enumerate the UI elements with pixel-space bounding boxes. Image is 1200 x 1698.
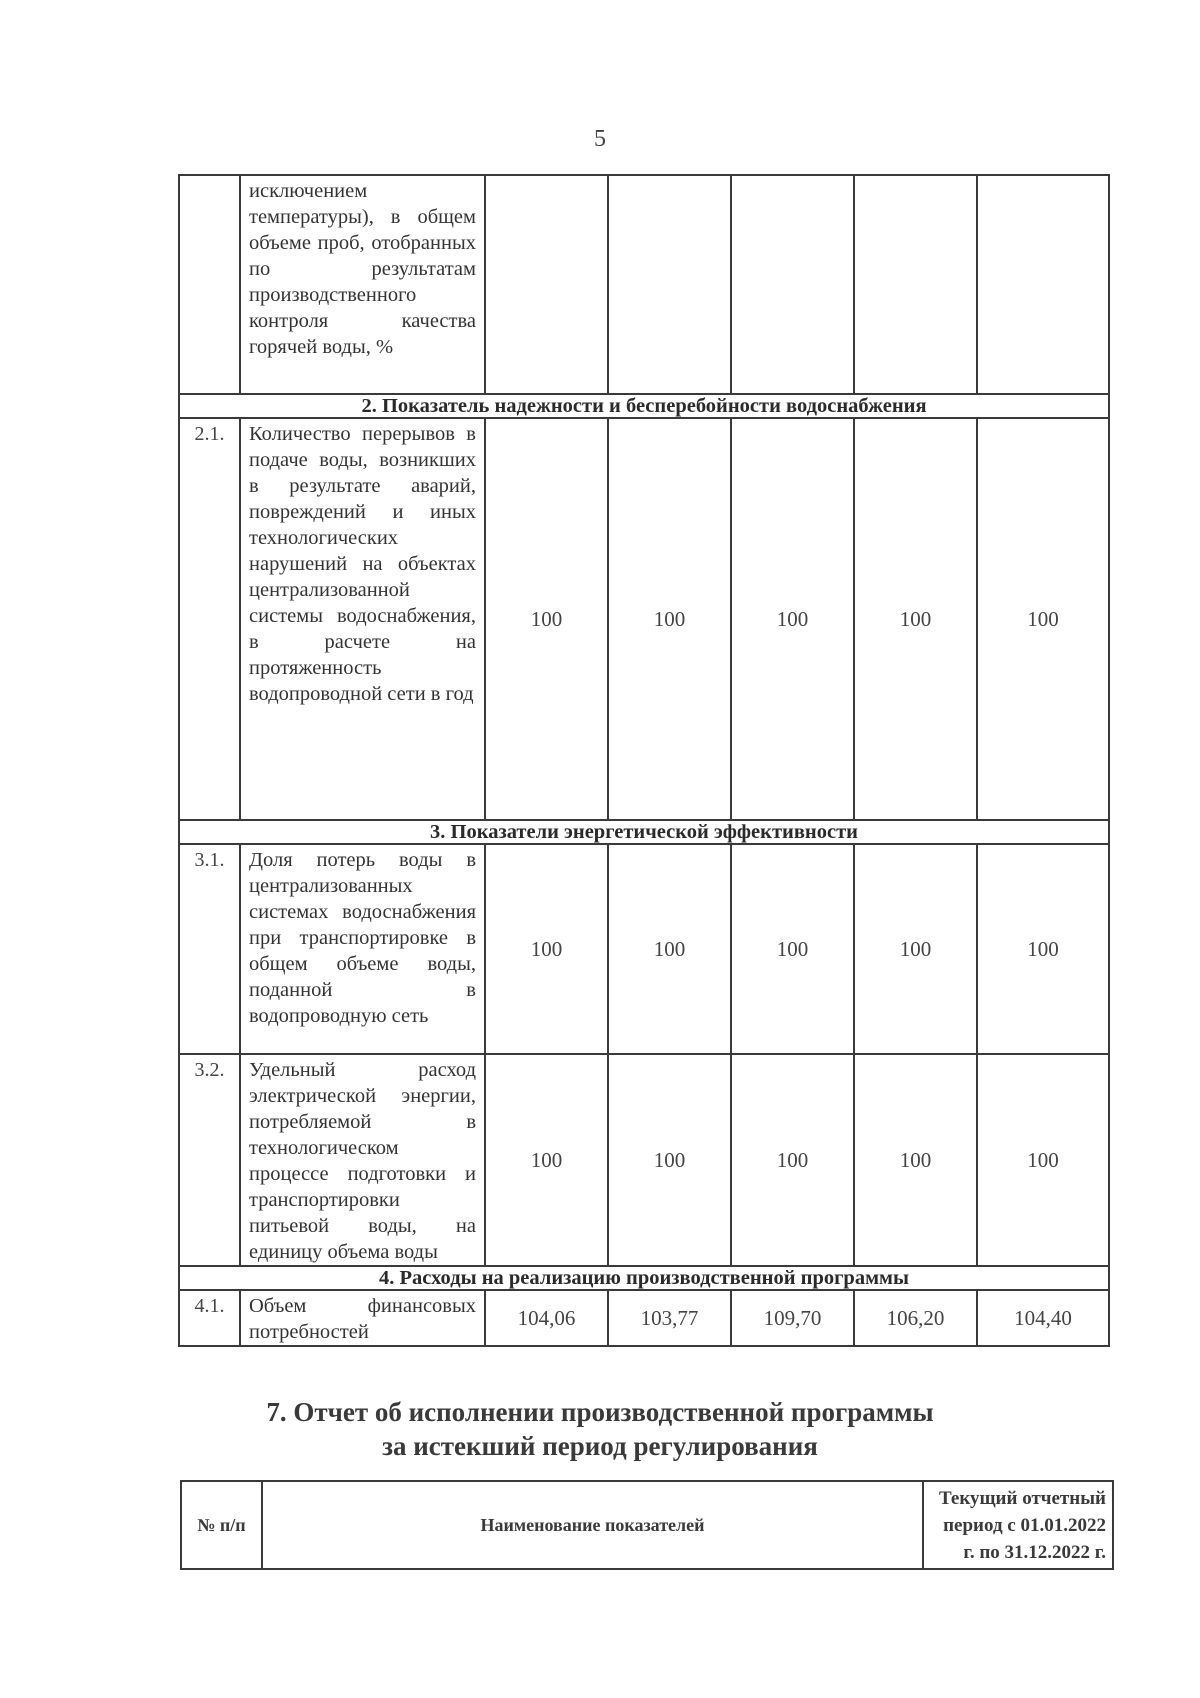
report-title-line: за истекший период регулирования <box>382 1431 818 1461</box>
indicator-name: Удельный расход электрической энергии, потребляемой в технологическом процессе подготовки и транспортировки питьевой воды, на единицу объема воды <box>240 1054 485 1266</box>
table-row-continuation <box>179 175 1109 394</box>
row-number: 4.1. <box>179 1290 240 1346</box>
value-cell: 100 <box>608 844 731 1054</box>
value-cell: 106,20 <box>854 1290 977 1346</box>
row-number: 2.1. <box>179 418 240 820</box>
value-cell: 100 <box>854 1054 977 1266</box>
table-row <box>179 1054 1109 1266</box>
value-cell: 100 <box>608 418 731 820</box>
row-number: 3.2. <box>179 1054 240 1266</box>
value-cell <box>977 175 1109 394</box>
period-line: период с 01.01.2022 <box>943 1514 1106 1536</box>
report-section-title <box>0 1395 1200 1463</box>
value-cell: 100 <box>731 418 854 820</box>
section-title: 3. Показатели энергетической эффективности <box>179 820 1109 844</box>
indicator-name: Доля потерь воды в централизованных системах водоснабжения при транспортировке в общем объеме воды, поданной в водопроводную сеть <box>240 844 485 1054</box>
page-number: 5 <box>594 126 606 152</box>
row-number-cell <box>179 175 240 394</box>
report-header-row <box>181 1481 1113 1569</box>
section-title: 4. Расходы на реализацию производственной программы <box>179 1266 1109 1290</box>
value-cell: 100 <box>854 844 977 1054</box>
column-header-num: № п/п <box>181 1481 262 1569</box>
section-header <box>179 394 1109 418</box>
section-title: 2. Показатель надежности и бесперебойности водоснабжения <box>179 394 1109 418</box>
value-cell: 100 <box>977 418 1109 820</box>
row-number: 3.1. <box>179 844 240 1054</box>
period-line: Текущий отчетный <box>938 1487 1106 1509</box>
value-cell: 100 <box>731 844 854 1054</box>
value-cell: 100 <box>854 418 977 820</box>
value-cell <box>485 175 608 394</box>
value-cell: 100 <box>485 418 608 820</box>
table-row <box>179 844 1109 1054</box>
value-cell: 100 <box>608 1054 731 1266</box>
value-cell <box>608 175 731 394</box>
column-header-period <box>923 1481 1113 1569</box>
value-cell: 104,06 <box>485 1290 608 1346</box>
value-cell: 100 <box>977 844 1109 1054</box>
value-cell: 100 <box>731 1054 854 1266</box>
value-cell: 109,70 <box>731 1290 854 1346</box>
indicators-table <box>178 174 1110 1347</box>
column-header-name: Наименование показателей <box>262 1481 923 1569</box>
value-cell: 100 <box>977 1054 1109 1266</box>
indicator-name: Количество перерывов в подаче воды, возникших в результате аварий, повреждений и иных технологических нарушений на объектах централизованной системы водоснабжения, в расчете на протяженность водопроводной сети в год <box>240 418 485 820</box>
section-header <box>179 1266 1109 1290</box>
value-cell: 100 <box>485 1054 608 1266</box>
report-table <box>180 1480 1114 1570</box>
value-cell: 104,40 <box>977 1290 1109 1346</box>
value-cell: 103,77 <box>608 1290 731 1346</box>
report-title-line: 7. Отчет об исполнении производственной программы <box>266 1397 934 1427</box>
indicator-name: исключением температуры), в общем объеме проб, отобранных по результатам производственного контроля качества горячей воды, % <box>240 175 485 394</box>
value-cell: 100 <box>485 844 608 1054</box>
table-row <box>179 1290 1109 1346</box>
value-cell <box>854 175 977 394</box>
indicator-name: Объем финансовых потребностей <box>240 1290 485 1346</box>
value-cell <box>731 175 854 394</box>
period-line: г. по 31.12.2022 г. <box>963 1541 1106 1563</box>
table-row <box>179 418 1109 820</box>
section-header <box>179 820 1109 844</box>
